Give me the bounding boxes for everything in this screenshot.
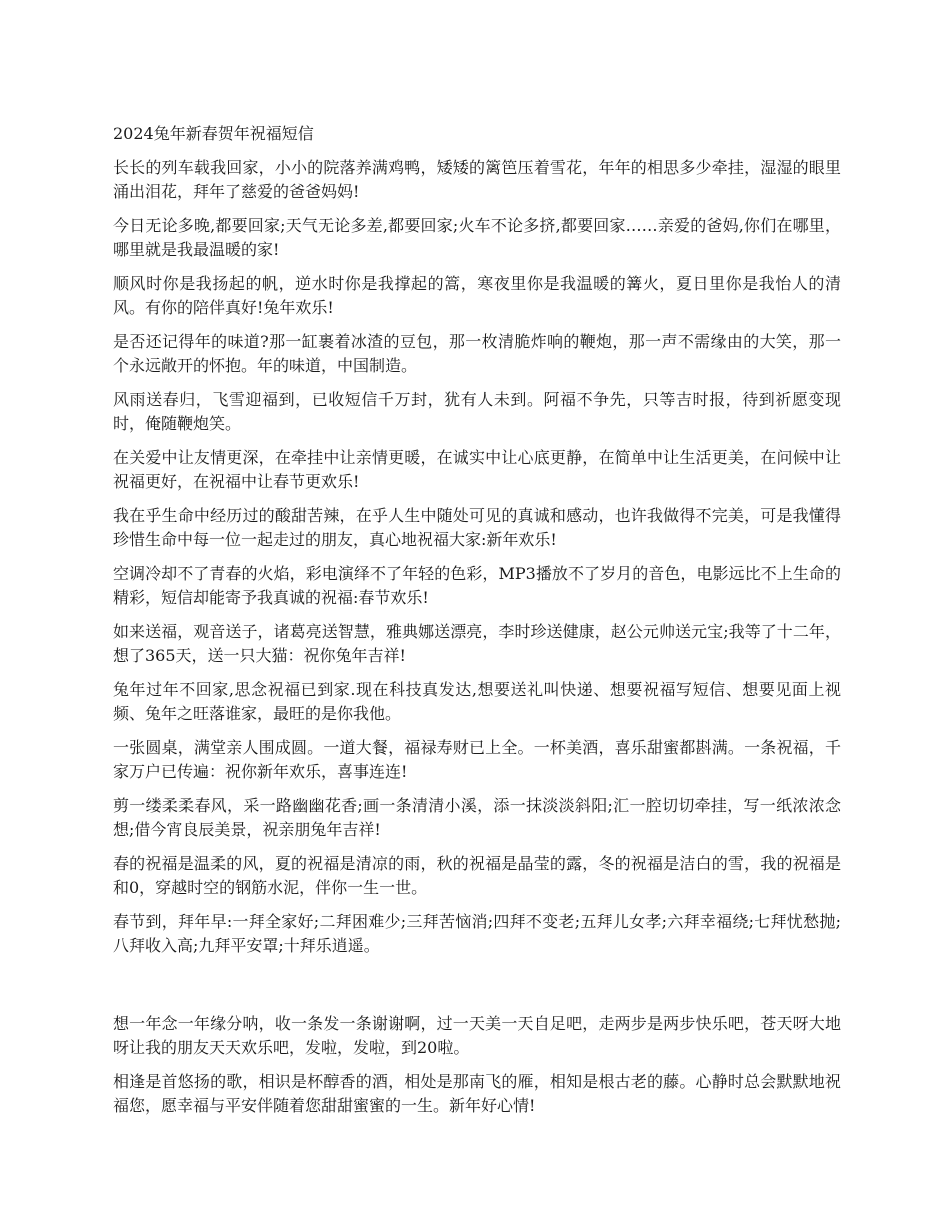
paragraph: 在关爱中让友情更深，在牵挂中让亲情更暖，在诚实中让心底更静，在简单中让生活更美，在问候中让祝福更好，在祝福中让春节更欢乐! [113,448,841,491]
paragraph: 一张圆桌，满堂亲人围成圆。一道大餐，福禄寿财已上全。一杯美酒，喜乐甜蜜都斟满。一条祝福，千家万户已传遍：祝你新年欢乐，喜事连连! [113,738,841,781]
paragraph: 顺风时你是我扬起的帆，逆水时你是我撑起的篙，寒夜里你是我温暖的篝火，夏日里你是我怡人的清风。有你的陪伴真好!兔年欢乐! [113,274,841,317]
paragraph: 春节到，拜年早:一拜全家好;二拜困难少;三拜苦恼消;四拜不变老;五拜儿女孝;六拜幸福绕;七拜忧愁抛;八拜收入高;九拜平安罩;十拜乐逍遥。 [113,912,841,955]
paragraph: 春的祝福是温柔的风，夏的祝福是清凉的雨，秋的祝福是晶莹的露，冬的祝福是洁白的雪，我的祝福是和0，穿越时空的钢筋水泥，伴你一生一世。 [113,854,841,897]
document-title: 2024兔年新春贺年祝福短信 [113,124,314,143]
paragraph: 相逢是首悠扬的歌，相识是杯醇香的酒，相处是那南飞的雁，相知是根古老的藤。心静时总会默默地祝福您，愿幸福与平安伴随着您甜甜蜜蜜的一生。新年好心情! [113,1072,841,1115]
section-spacer [113,968,841,1012]
paragraph: 是否还记得年的味道?那一缸裹着冰渣的豆包，那一枚清脆炸响的鞭炮，那一声不需缘由的大笑，那一个永远敞开的怀抱。年的味道，中国制造。 [113,332,841,375]
paragraph: 长长的列车载我回家，小小的院落养满鸡鸭，矮矮的篱笆压着雪花，年年的相思多少牵挂，湿湿的眼里涌出泪花，拜年了慈爱的爸爸妈妈! [113,158,841,201]
paragraph: 想一年念一年缘分呐，收一条发一条谢谢啊，过一天美一天自足吧，走两步是两步快乐吧，苍天呀大地呀让我的朋友天天欢乐吧，发啦，发啦，到20啦。 [113,1014,841,1057]
paragraph: 我在乎生命中经历过的酸甜苦辣，在乎人生中随处可见的真诚和感动，也许我做得不完美，可是我懂得珍惜生命中每一位一起走过的朋友，真心地祝福大家:新年欢乐! [113,506,841,549]
paragraph: 剪一缕柔柔春风，采一路幽幽花香;画一条清清小溪，添一抹淡淡斜阳;汇一腔切切牵挂，写一纸浓浓念想;借今宵良辰美景，祝亲朋兔年吉祥! [113,796,841,839]
document-page [113,122,841,1128]
paragraph: 如来送福，观音送子，诸葛亮送智慧，雅典娜送漂亮，李时珍送健康，赵公元帅送元宝;我等了十二年，想了365天，送一只大猫：祝你兔年吉祥! [113,622,841,665]
paragraph: 风雨送春归，飞雪迎福到，已收短信千万封，犹有人未到。阿福不争先，只等吉时报，待到祈愿变现时，俺随鞭炮笑。 [113,390,841,433]
paragraph: 兔年过年不回家,思念祝福已到家.现在科技真发达,想要送礼叫快递、想要祝福写短信、想要见面上视频、兔年之旺落谁家，最旺的是你我他。 [113,680,841,723]
paragraph: 空调冷却不了青春的火焰，彩电演绎不了年轻的色彩，MP3播放不了岁月的音色，电影远比不上生命的精彩，短信却能寄予我真诚的祝福:春节欢乐! [113,564,841,607]
paragraph: 今日无论多晚,都要回家;天气无论多差,都要回家;火车不论多挤,都要回家……亲爱的爸妈,你们在哪里，哪里就是我最温暖的家! [113,216,841,259]
